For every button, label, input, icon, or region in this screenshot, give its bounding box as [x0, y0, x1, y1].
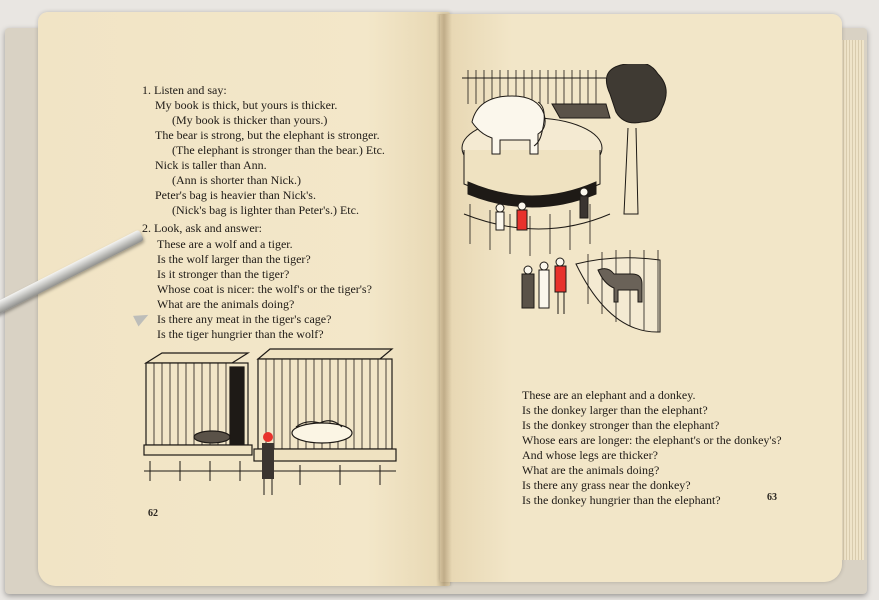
exercise2-line-6: Is there any meat in the tiger's cage? — [157, 312, 332, 326]
exercise2-line-7: Is the tiger hungrier than the wolf? — [157, 327, 324, 341]
exercise1-line-6: (Ann is shorter than Nick.) — [172, 173, 301, 187]
exercise2-line-5: What are the animals doing? — [157, 297, 295, 311]
elephant-donkey-zoo-illustration — [460, 64, 670, 356]
exercise1-line-5: Nick is taller than Ann. — [155, 158, 267, 172]
exercise1-heading: 1. Listen and say: — [142, 83, 227, 97]
wolf-tiger-cages-illustration — [140, 345, 402, 505]
left-page-number: 62 — [148, 508, 158, 519]
right-line-4: Whose ears are longer: the elephant's or the donkey's? — [522, 433, 782, 447]
exercise1-line-8: (Nick's bag is lighter than Peter's.) Etc. — [172, 203, 359, 217]
right-page-number: 63 — [767, 492, 777, 503]
exercise1-line-3: The bear is strong, but the elephant is stronger. — [155, 128, 380, 142]
right-line-6: What are the animals doing? — [522, 463, 660, 477]
right-line-2: Is the donkey larger than the elephant? — [522, 403, 708, 417]
exercise1-line-4: (The elephant is stronger than the bear.) Etc. — [172, 143, 385, 157]
exercise1-line-7: Peter's bag is heavier than Nick's. — [155, 188, 316, 202]
right-line-1: These are an elephant and a donkey. — [522, 388, 696, 402]
exercise2-line-4: Whose coat is nicer: the wolf's or the tiger's? — [157, 282, 372, 296]
exercise1-line-2: (My book is thicker than yours.) — [172, 113, 328, 127]
right-line-7: Is there any grass near the donkey? — [522, 478, 691, 492]
right-line-3: Is the donkey stronger than the elephant? — [522, 418, 720, 432]
book-gutter — [436, 14, 452, 586]
right-line-5: And whose legs are thicker? — [522, 448, 658, 462]
exercise2-line-3: Is it stronger than the tiger? — [157, 267, 290, 281]
exercise2-line-1: These are a wolf and a tiger. — [157, 237, 293, 251]
right-line-8: Is the donkey hungrier than the elephant? — [522, 493, 721, 507]
exercise2-heading: 2. Look, ask and answer: — [142, 221, 262, 235]
exercise1-line-1: My book is thick, but yours is thicker. — [155, 98, 338, 112]
exercise2-line-2: Is the wolf larger than the tiger? — [157, 252, 311, 266]
